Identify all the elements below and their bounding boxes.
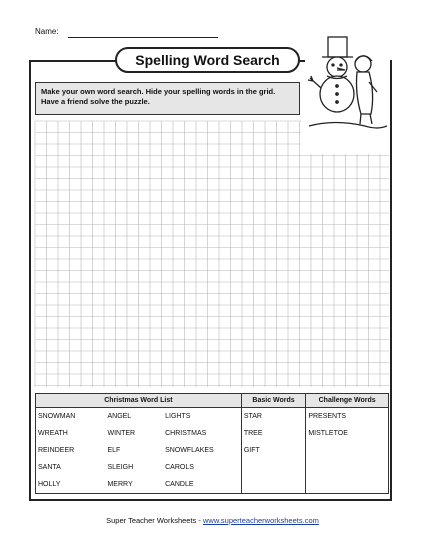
- table-row: [36, 408, 389, 426]
- word-cell: [241, 459, 305, 476]
- christmas-word-list-header: Christmas Word List: [36, 394, 242, 408]
- word-cell: HOLLY: [36, 476, 106, 494]
- word-cell: TREE: [241, 425, 305, 442]
- word-cell: CHRISTMAS: [165, 430, 207, 437]
- name-label: Name:: [35, 27, 59, 36]
- word-cell: SLEIGH: [107, 464, 134, 471]
- word-cell: ELF: [107, 447, 121, 454]
- word-cell: LIGHTS: [165, 413, 191, 420]
- word-cell: [306, 442, 389, 459]
- word-cell: [306, 459, 389, 476]
- word-cell: [241, 476, 305, 494]
- word-cell: SNOWFLAKES: [165, 447, 214, 454]
- table-row: [36, 459, 389, 476]
- word-cell: CAROLS: [165, 464, 194, 471]
- basic-words-header: Basic Words: [241, 394, 305, 408]
- instructions-box: Make your own word search. Hide your spelling words in the grid. Have a friend solve the puzzle.: [35, 82, 300, 115]
- word-cell: CANDLE: [163, 476, 241, 494]
- table-row: [36, 442, 389, 459]
- word-cell: MISTLETOE: [306, 425, 389, 442]
- word-cell: SNOWMAN: [36, 408, 106, 426]
- challenge-words-header: Challenge Words: [306, 394, 389, 408]
- word-cell: WINTER: [107, 430, 136, 437]
- word-cell: ANGEL: [107, 413, 132, 420]
- word-list-table: [35, 393, 389, 494]
- footer: [0, 516, 425, 525]
- footer-text: Super Teacher Worksheets -: [106, 516, 203, 525]
- word-cell: STAR: [241, 408, 305, 426]
- word-cell: WREATH: [36, 425, 106, 442]
- word-cell: PRESENTS: [306, 408, 389, 426]
- word-cell: SANTA: [36, 459, 106, 476]
- footer-link[interactable]: www.superteacherworksheets.com: [202, 516, 319, 525]
- title-badge: [115, 47, 300, 73]
- table-row: [36, 425, 389, 442]
- word-cell: [306, 476, 389, 494]
- worksheet-title: Spelling Word Search: [135, 52, 280, 68]
- word-cell: MERRY: [105, 476, 163, 494]
- snowman-illustration: [305, 34, 390, 139]
- word-cell: REINDEER: [36, 442, 106, 459]
- table-row: [36, 476, 389, 494]
- word-cell: GIFT: [241, 442, 305, 459]
